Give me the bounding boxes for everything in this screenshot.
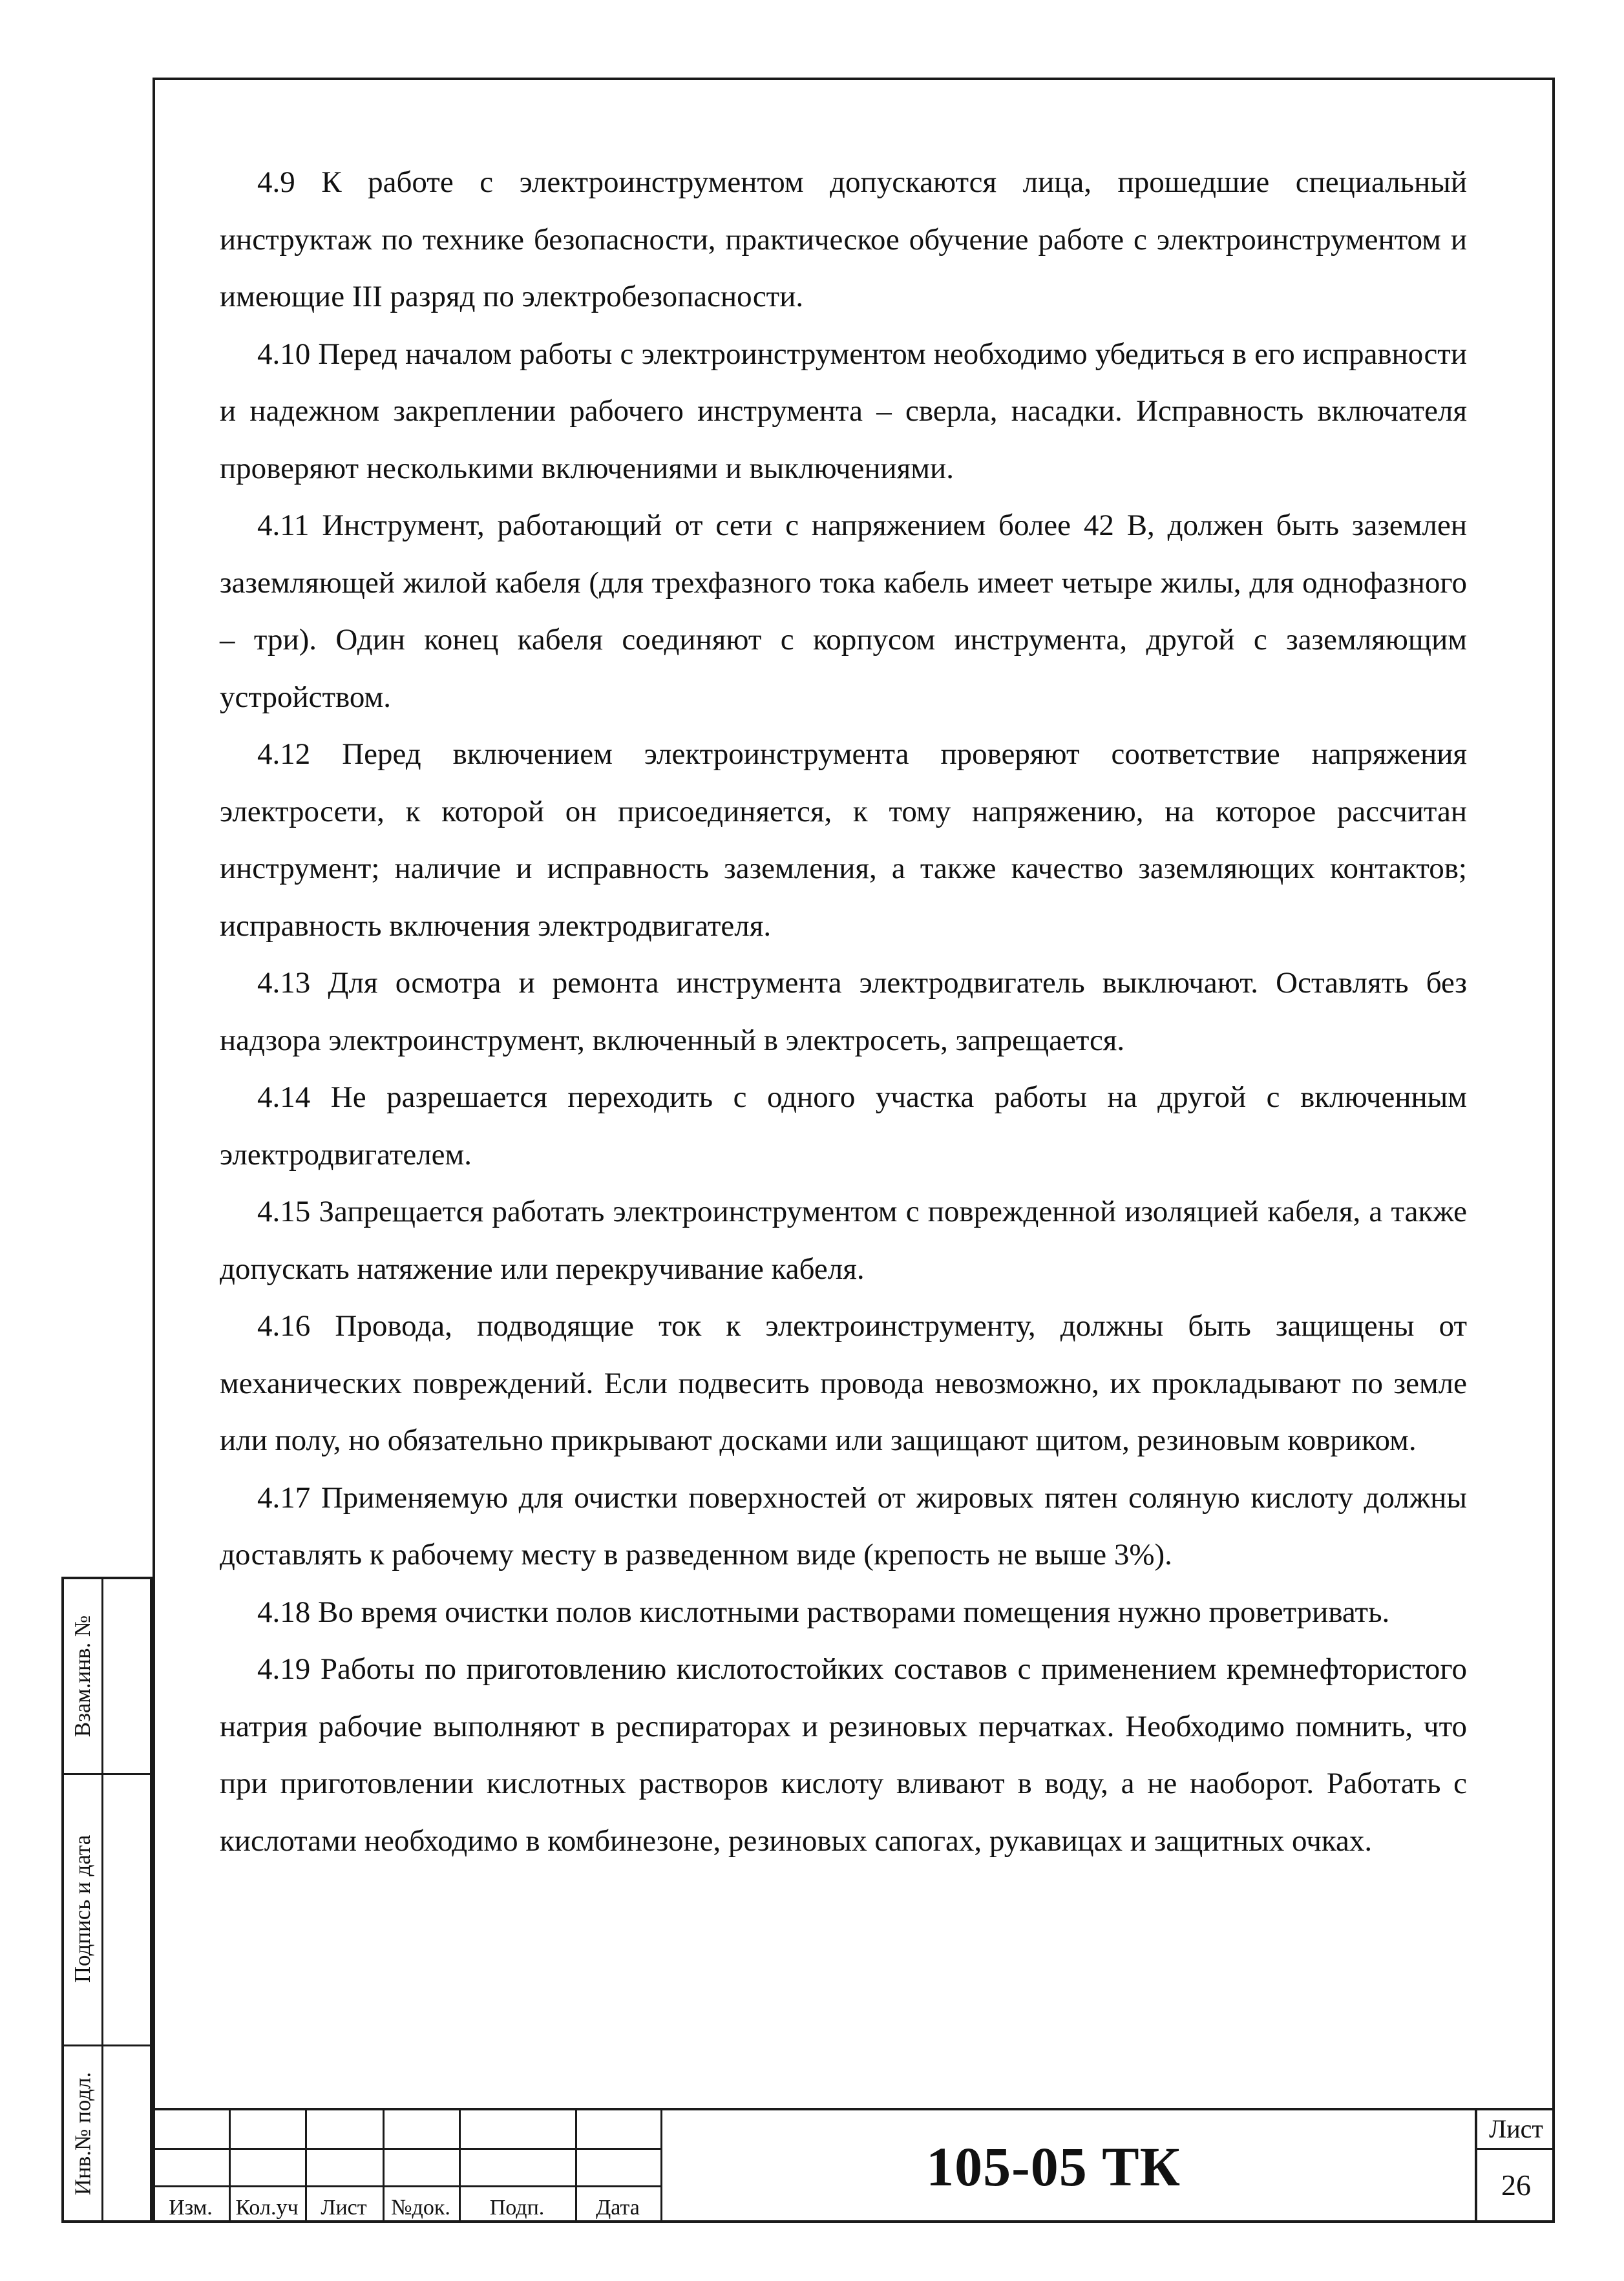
document-body xyxy=(220,154,1467,1869)
paragraph-4-13: 4.13 Для осмотра и ремонта инструмента электродвигатель выключают. Оставлять без надзора электроинструмент, включенный в электросеть, запрещается. xyxy=(220,966,1467,1057)
grid-line xyxy=(660,2110,662,2223)
sheet-number: 26 xyxy=(1501,2169,1531,2202)
side-stamp-signature-date: Подпись и дата xyxy=(70,1834,95,1983)
paragraph-4-15: 4.15 Запрещается работать электроинструментом с поврежденной изоляцией кабеля, а также допускать натяжение или перекручивание кабеля. xyxy=(220,1195,1467,1286)
paragraph-4-19: 4.19 Работы по приготовлению кислотостойких составов с применением кремнефтористого натрия рабочие выполняют в респираторах и резиновых перчатках. Необходимо помнить, что при приготовлении кислотных растворов кислоту вливают в воду, а не наоборот. Работать с кислотами необходимо в комбинезоне, резиновых сапогах, рукавицах и защитных очках. xyxy=(220,1652,1467,1858)
col-label-data: Дата xyxy=(596,2196,640,2220)
col-label-list: Лист xyxy=(321,2196,367,2220)
col-label-ndok: №док. xyxy=(391,2196,450,2220)
paragraph-4-17: 4.17 Применяемую для очистки поверхностей от жировых пятен соляную кислоту должны доставлять к рабочему месту в разведенном виде (крепость не выше 3%). xyxy=(220,1480,1467,1571)
side-stamp-divider xyxy=(101,1579,103,2220)
paragraph-4-16: 4.16 Провода, подводящие ток к электроинструменту, должны быть защищены от механических повреждений. Если подвесить провода невозможно, их прокладывают по земле или полу, но обязательно прикрывают досками или защищают щитом, резиновым ковриком. xyxy=(220,1309,1467,1457)
paragraph-4-10: 4.10 Перед началом работы с электроинструментом необходимо убедиться в его исправности и надежном закреплении рабочего инструмента – сверла, насадки. Исправность включателя проверяют несколькими включениями и выключениями. xyxy=(220,337,1467,485)
document-code: 105-05 ТК xyxy=(926,2136,1181,2198)
col-label-podp: Подп. xyxy=(489,2196,545,2220)
paragraph-4-12: 4.12 Перед включением электроинструмента проверяют соответствие напряжения электросети, к которой он присоединяется, к тому напряжению, на которое рассчитан инструмент; наличие и исправность заземления, а также качество заземляющих контактов; исправность включения электродвигателя. xyxy=(220,737,1467,943)
sheet-number-box xyxy=(1475,2110,1555,2223)
paragraph-4-11: 4.11 Инструмент, работающий от сети с напряжением более 42 В, должен быть заземлен заземляющей жилой кабеля (для трехфазного тока кабель имеет четыре жилы, для однофазного – три). Один конец кабеля соединяют с корпусом инструмента, другой с заземляющим устройством. xyxy=(220,509,1467,714)
paragraph-4-18: 4.18 Во время очистки полов кислотными растворами помещения нужно проветривать. xyxy=(257,1595,1390,1629)
side-stamp-replacement-inv: Взам.инв. № xyxy=(70,1615,96,1738)
paragraph-4-9: 4.9 К работе с электроинструментом допускаются лица, прошедшие специальный инструктаж по технике безопасности, практическое обучение работе с электроинструментом и имеющие III разряд по электробезопасности. xyxy=(220,165,1467,313)
col-label-kol: Кол.уч xyxy=(235,2196,299,2220)
col-label-izm: Изм. xyxy=(169,2196,213,2220)
paragraph-4-14: 4.14 Не разрешается переходить с одного участка работы на другой с включенным электродвигателем. xyxy=(220,1080,1467,1172)
revision-grid xyxy=(153,2110,662,2223)
sheet-label: Лист xyxy=(1477,2110,1555,2150)
title-block xyxy=(153,2108,1555,2223)
side-stamp-original-inv: Инв.№ подл. xyxy=(70,2072,96,2196)
side-stamp xyxy=(61,1577,153,2223)
